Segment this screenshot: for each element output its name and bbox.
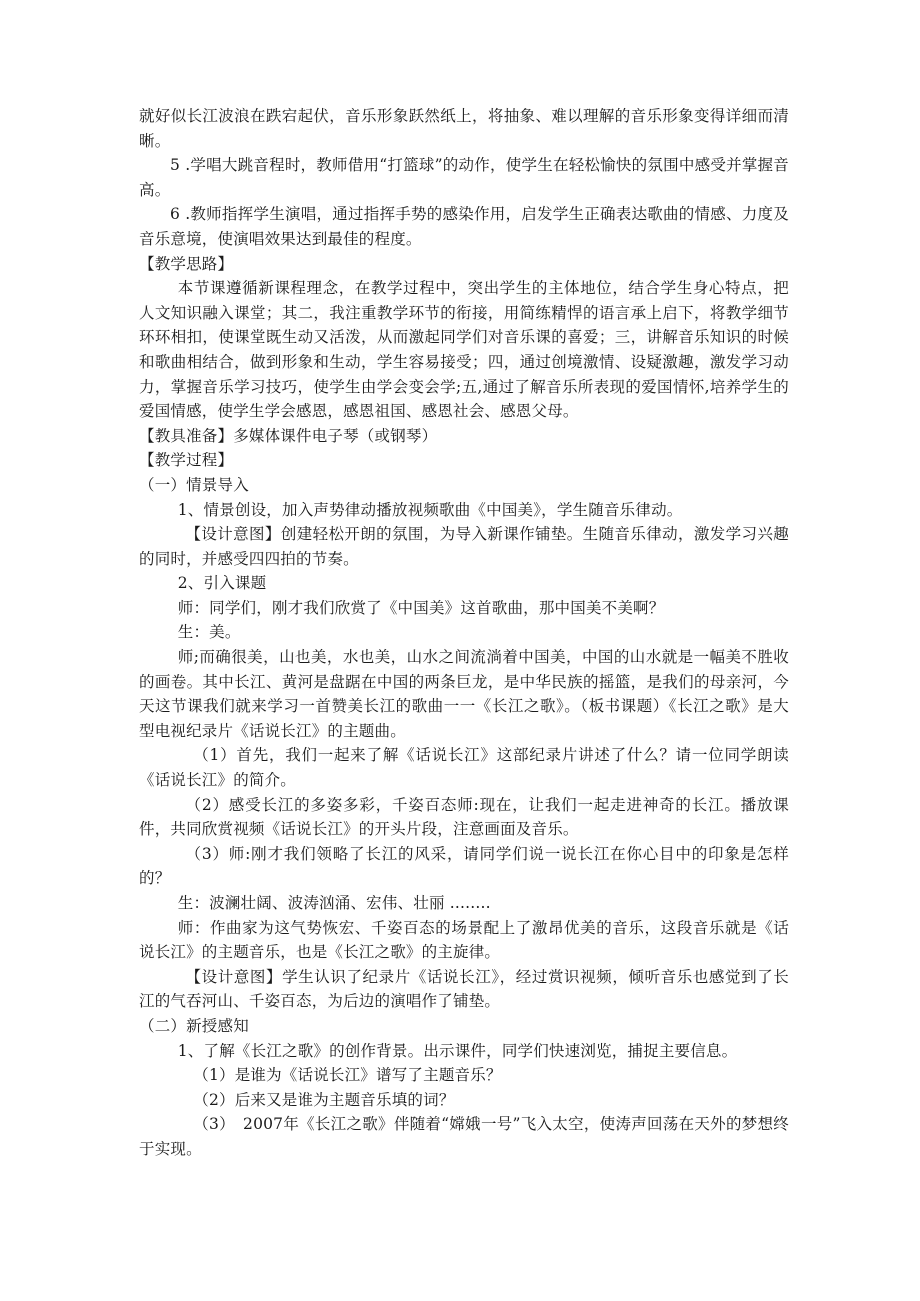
heading-teaching-process: 【教学过程】 — [139, 451, 234, 470]
dialogue-teacher-3: 师：作曲家为这气势恢宏、千姿百态的场景配上了激昂优美的音乐，这段音乐就是《话说长江》的主题音乐，也是《长江之歌》的主旋律。 — [139, 918, 789, 962]
paragraph-teaching-approach: 本节课遵循新课程理念，在教学过程中，突出学生的主体地位，结合学生身心特点，把人文知识融入课堂；其二，我注重教学环节的衔接，用简练精悍的语言承上启下，将教学细节环环相扣，使课堂既生动又活泼，从而激起同学们对音乐课的喜爱；三，讲解音乐知识的时候和歌曲相结合，做到形象和生动，学生容易接受；四，通过创境激情、设疑激趣，激发学习动力，掌握音乐学习技巧，使学生由学会变会学;五,通过了解音乐所表现的爱国情怀,培养学生的爱国情感，使学生学会感恩，感恩祖国、感恩社会、感恩父母。 — [139, 279, 789, 421]
paragraph-question-1: （1）是谁为《话说长江》谱写了主题音乐？ — [193, 1066, 502, 1085]
section-heading-intro: （一）情景导入 — [139, 475, 249, 494]
paragraph-design-intent-1: 【设计意图】创建轻松开朗的氛围，为导入新课作铺垫。生随音乐律动，激发学习兴趣的同时，并感受四四拍的节奏。 — [139, 525, 789, 568]
heading-teaching-materials: 【教具准备】多媒体课件电子琴（或钢琴） — [139, 426, 438, 445]
paragraph-scene-creation: 1、情景创设，加入声势律动播放视频歌曲《中国美》，学生随音乐律动。 — [177, 500, 683, 519]
paragraph-continuation: 就好似长江波浪在跌宕起伏，音乐形象跃然纸上，将抽象、难以理解的音乐形象变得详细而清晰。 — [139, 107, 789, 150]
paragraph-question-3: （3） 2007年《长江之歌》伴随着“嫦娥一号”飞入太空，使涛声回荡在天外的梦想终于实现。 — [139, 1115, 789, 1158]
paragraph-question-2: （2）后来又是谁为主题音乐填的词？ — [193, 1090, 455, 1109]
heading-teaching-approach: 【教学思路】 — [139, 254, 234, 273]
paragraph-item-5: 5 .学唱大跳音程时，教师借用“打篮球”的动作，使学生在轻松愉快的氛围中感受并掌握音高。 — [139, 156, 789, 199]
paragraph-introduce-topic: 2、引入课题 — [177, 574, 267, 593]
document-body — [139, 104, 789, 1162]
paragraph-step-1: （1）首先，我们一起来了解《话说长江》这部纪录片讲述了什么？请一位同学朗读《话说长江》的简介。 — [139, 746, 789, 790]
paragraph-background: 1、了解《长江之歌》的创作背景。出示课件，同学们快速浏览，捕捉主要信息。 — [177, 1041, 738, 1060]
paragraph-design-intent-2: 【设计意图】学生认识了纪录片《话说长江》，经过赏识视频，倾听音乐也感觉到了长江的气吞河山、千姿百态，为后边的演唱作了铺垫。 — [139, 967, 789, 1011]
paragraph-step-2: （2）感受长江的多姿多彩，千姿百态师:现在，让我们一起走进神奇的长江。播放课件，共同欣赏视频《话说长江》的开头片段，注意画面及音乐。 — [139, 795, 789, 839]
dialogue-student-1: 生：美。 — [177, 623, 241, 642]
dialogue-teacher-2: 师;而确很美，山也美，水也美，山水之间流淌着中国美，中国的山水就是一幅美不胜收的画卷。其中长江、黄河是盘踞在中国的两条巨龙，是中华民族的摇篮，是我们的母亲河，今天这节课我们就来学习一首赞美长江的歌曲一一《长江之歌》。（板书课题）《长江之歌》是大型电视纪录片《话说长江》的主题曲。 — [139, 648, 789, 740]
dialogue-teacher-1: 师：同学们，刚才我们欣赏了《中国美》这首歌曲，那中国美不美啊？ — [177, 598, 665, 617]
paragraph-step-3: （3）师:刚才我们领略了长江的风采，请同学们说一说长江在你心目中的印象是怎样的？ — [139, 844, 789, 888]
section-heading-new-lesson: （二）新授感知 — [139, 1016, 249, 1035]
paragraph-item-6: 6 .教师指挥学生演唱，通过指挥手势的感染作用，启发学生正确表达歌曲的情感、力度及音乐意境，使演唱效果达到最佳的程度。 — [139, 205, 789, 248]
dialogue-student-2: 生：波澜壮阔、波涛汹涌、宏伟、壮丽 ........ — [177, 894, 491, 912]
